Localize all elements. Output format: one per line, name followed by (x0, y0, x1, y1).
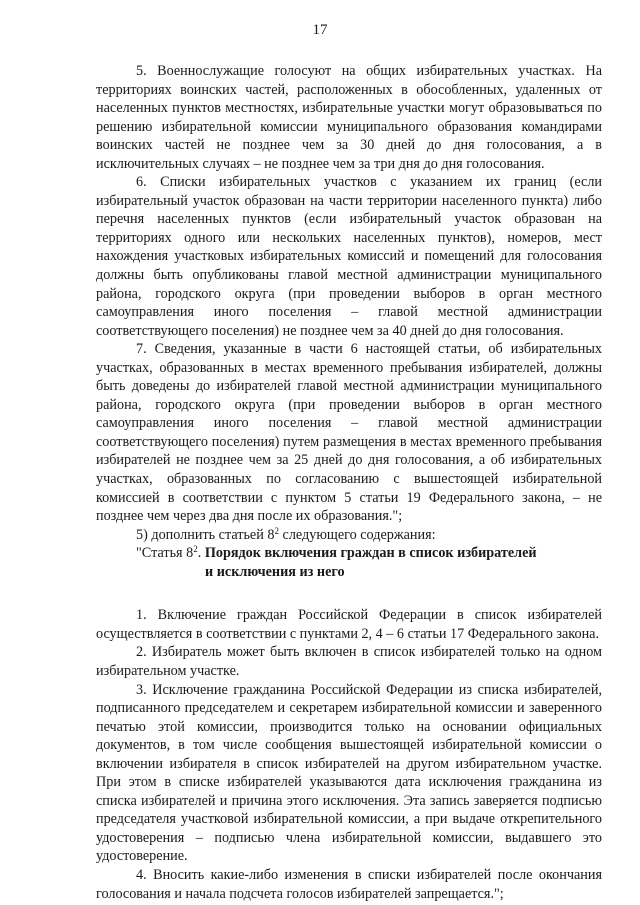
paragraph-item-7: 7. Сведения, указанные в части 6 настоящей статьи, об избирательных участках, образованных в местах временного пребывания избирателей, должны быть доведены до избирателей главой местной администрации муниципального района, городского округа (при проведении выборов в орган местного самоуправления иного поселения – главой местной администрации соответствующего поселения) путем размещения в местах временного пребывания избирателей не позднее чем за 25 дней до дня голосования, а об избирательных участках, образованных по согласованию с вышестоящей избирательной комиссией в соответствии с пунктом 5 статьи 19 Федерального закона, – не позднее чем через два дня после их образования."; (96, 341, 602, 525)
article-paragraph-1: 1. Включение граждан Российской Федерации в список избирателей осуществляется в соответствии с пунктами 2, 4 – 6 статьи 17 Федерального закона. (96, 607, 602, 642)
article-dot: . (197, 545, 205, 562)
article-paragraph-2: 2. Избиратель может быть включен в список избирателей только на одном избирательном участке. (96, 644, 602, 679)
article-superscript: 2 (193, 544, 198, 555)
paragraph-item-6: 6. Списки избирательных участков с указанием их границ (если избирательный участок образован на части территории населенного пункта) либо перечня населенных пунктов (если избирательный участок образован на территориях одного или нескольких населенных пунктов), номеров, мест нахождения участковых избирательных комиссий и помещений для голосования должны быть опубликованы главой местной администрации муниципального района, городского округа (при проведении выборов в орган местного самоуправления иного поселения – главой местной администрации соответствующего поселения) не позднее чем за 40 дней до дня голосования. (96, 174, 602, 339)
article-prefix: "Статья 8 (136, 545, 194, 562)
article-heading (136, 544, 602, 581)
article-title-line2: и исключения из него (205, 563, 345, 580)
amendment-superscript: 2 (274, 525, 279, 536)
spacer (96, 581, 602, 606)
article-paragraph-4: 4. Вносить какие-либо изменения в списки избирателей после окончания голосования и начала подсчета голосов избирателей запрещается."; (96, 866, 602, 902)
article-title-line1: Порядок включения граждан в список избирателей (204, 545, 537, 562)
amendment-line (96, 526, 602, 545)
paragraph-item-5: 5. Военнослужащие голосуют на общих избирательных участках. На территориях воинских частей, расположенных в обособленных, удаленных от населенных пунктов местностях, избирательные участки могут образовываться по решению избирательной комиссии муниципального образования командирами воинских частей не позднее чем за 30 дней до дня голосования, а в исключительных случаях – не позднее чем за три дня до дня голосования. (96, 63, 602, 172)
amendment-text: 5) дополнить статьей 8 (136, 526, 275, 543)
page-number: 17 (312, 22, 328, 38)
amendment-text-end: следующего содержания: (278, 526, 436, 543)
article-paragraph-3: 3. Исключение гражданина Российской Федерации из списка избирателей, подписанного председателем и секретарем избирательной комиссии и заверенного печатью этой комиссии, производится только на основании официальных документов, в том числе сообщения вышестоящей избирательной комиссии о включении избирателя в список избирателей на другом избирательном участке. При этом в списке избирателей указываются дата исключения гражданина из списка избирателей и причина этого исключения. Эта запись заверяется подписью председателя участковой избирательной комиссии, а при выдаче открепительного удостоверения – подписью члена избирательной комиссии, выдавшего это удостоверение. (96, 681, 602, 865)
document-body (96, 62, 602, 903)
